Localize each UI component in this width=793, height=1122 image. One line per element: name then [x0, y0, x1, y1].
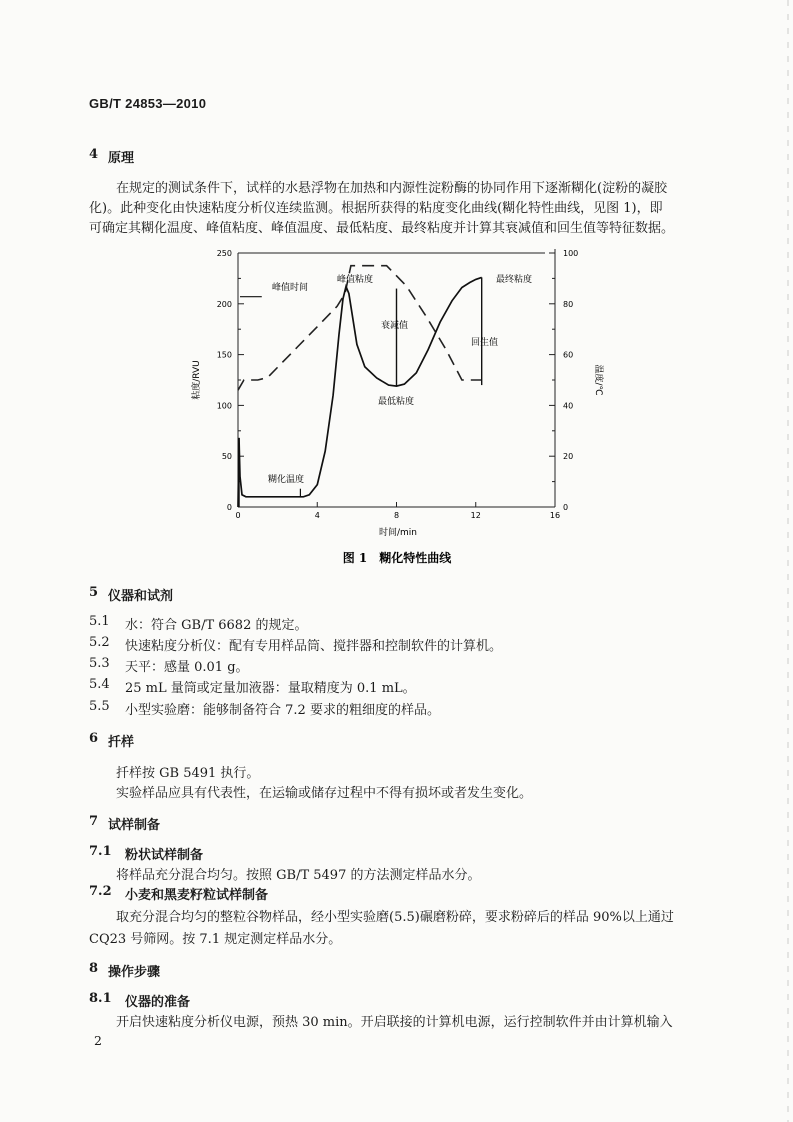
label-peak-viscosity: 峰值粘度	[337, 275, 374, 285]
section-8-number: 8	[89, 961, 99, 976]
section-4-line-1: 在规定的测试条件下，试样的水悬浮物在加热和内源性淀粉酶的协同作用下逐渐糊化(淀粉的凝胶	[116, 181, 668, 196]
x-tick-label: 16	[549, 511, 561, 520]
section-4-heading: 原理	[108, 151, 135, 166]
sub-7-1-text: 将样品充分混合均匀。按照 GB/T 5497 的方法测定样品水分。	[116, 868, 481, 883]
y-axis-left-label: 粘度/RVU	[192, 360, 202, 400]
item-5-3-number: 5.3	[89, 656, 110, 671]
sub-7-1-number: 7.1	[89, 844, 112, 859]
label-breakdown: 衰减值	[381, 321, 409, 331]
item-5-2-number: 5.2	[89, 635, 110, 650]
section-8-heading: 操作步骤	[108, 965, 161, 980]
section-5-number: 5	[89, 585, 99, 600]
label-peak-time: 峰值时间	[272, 283, 309, 293]
item-5-4-text: 25 mL 量筒或定量加液器：量取精度为 0.1 mL。	[125, 681, 416, 696]
sub-8-1-number: 8.1	[89, 991, 112, 1006]
y-right-tick-label: 60	[563, 350, 574, 360]
sub-8-1-title: 仪器的准备	[125, 995, 191, 1010]
viscosity-series-line	[238, 277, 482, 507]
item-5-1-text: 水：符合 GB/T 6682 的规定。	[125, 618, 308, 633]
y-left-tick-label: 50	[221, 452, 232, 462]
section-6-number: 6	[89, 731, 99, 746]
item-5-4-number: 5.4	[89, 677, 110, 692]
x-tick-label: 4	[314, 511, 320, 520]
page-number: 2	[94, 1033, 102, 1048]
sub-8-1-text: 开启快速粘度分析仪电源，预热 30 min。开启联接的计算机电源，运行控制软件并由计算机输入	[116, 1015, 673, 1030]
section-5-heading: 仪器和试剂	[108, 589, 174, 604]
section-4-line-2: 化)。此种变化由快速粘度分析仪连续监测。根据所获得的粘度变化曲线(糊化特性曲线，见图 1)，即	[89, 201, 663, 216]
section-6-line-2: 实验样品应具有代表性，在运输或储存过程中不得有损坏或者发生变化。	[116, 786, 533, 801]
y-left-tick-label: 100	[216, 401, 232, 411]
y-right-tick-label: 40	[563, 401, 574, 411]
sub-7-1-title: 粉状试样制备	[125, 848, 204, 863]
figure-caption: 图 1 糊化特性曲线	[342, 551, 452, 565]
y-left-tick-label: 0	[226, 503, 232, 512]
x-axis-label: 时间/min	[378, 528, 418, 538]
label-gel-temp: 糊化温度	[268, 475, 305, 485]
item-5-2-text: 快速粘度分析仪：配有专用样品筒、搅拌器和控制软件的计算机。	[125, 639, 503, 654]
section-6-line-1: 扦样按 GB 5491 执行。	[116, 766, 260, 781]
standard-number: GB/T 24853—2010	[89, 96, 207, 111]
x-tick-label: 12	[470, 511, 481, 520]
y-left-tick-label: 150	[216, 350, 232, 360]
y-right-tick-label: 20	[563, 452, 574, 462]
y-left-tick-label: 200	[216, 299, 232, 309]
section-6-heading: 扦样	[108, 735, 135, 750]
y-right-tick-label: 80	[563, 299, 574, 309]
y-right-tick-label: 0	[563, 503, 569, 512]
y-right-tick-label: 100	[563, 249, 579, 258]
label-min-viscosity: 最低粘度	[378, 397, 415, 407]
label-setback: 回生值	[471, 338, 499, 348]
section-4-number: 4	[89, 147, 99, 162]
label-final-viscosity: 最终粘度	[496, 275, 533, 285]
section-4-line-3: 可确定其糊化温度、峰值粘度、峰值温度、最低粘度、最终粘度并计算其衰减值和回生值等特征数据。	[89, 221, 675, 236]
item-5-5-number: 5.5	[89, 699, 110, 714]
x-tick-label: 0	[235, 511, 241, 520]
item-5-3-text: 天平：感量 0.01 g。	[125, 660, 249, 675]
section-7-heading: 试样制备	[108, 818, 161, 833]
y-left-tick-label: 250	[216, 249, 232, 258]
section-7-number: 7	[89, 814, 99, 829]
sub-7-2-title: 小麦和黑麦籽粒试样制备	[125, 888, 269, 903]
y-axis-right-label: 温度/℃	[593, 364, 603, 396]
item-5-5-text: 小型实验磨：能够制备符合 7.2 要求的粗细度的样品。	[125, 703, 440, 718]
item-5-1-number: 5.1	[89, 614, 110, 629]
sub-7-2-number: 7.2	[89, 884, 112, 899]
sub-7-2-line-2: CQ23 号筛网。按 7.1 规定测定样品水分。	[89, 932, 342, 947]
x-tick-label: 8	[393, 511, 400, 520]
sub-7-2-line-1: 取充分混合均匀的整粒谷物样品，经小型实验磨(5.5)碾磨粉碎，要求粉碎后的样品 90%以上通过	[116, 910, 674, 925]
